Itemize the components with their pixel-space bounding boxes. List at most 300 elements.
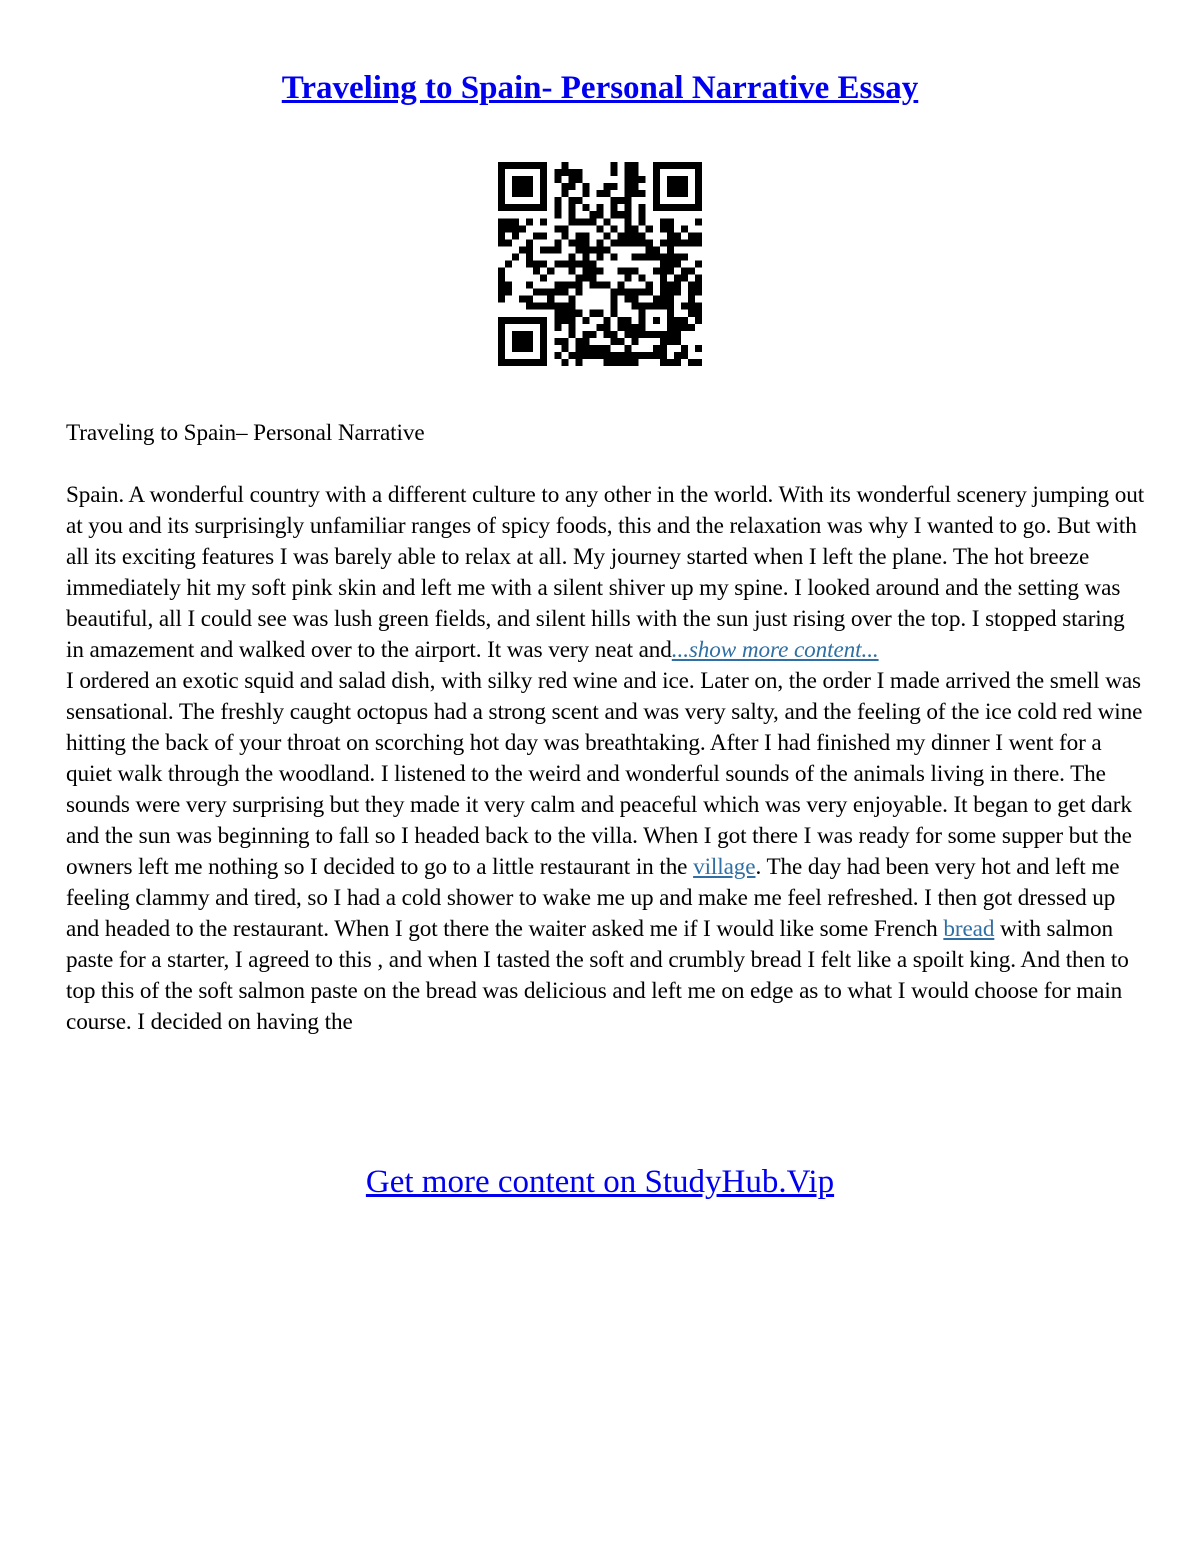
qr-module — [604, 324, 611, 331]
qr-module — [660, 239, 667, 246]
qr-module — [625, 296, 632, 303]
qr-module — [575, 169, 582, 176]
qr-module — [688, 303, 695, 310]
qr-module — [625, 211, 632, 218]
qr-module — [646, 289, 653, 296]
qr-module — [519, 331, 526, 338]
qr-module — [660, 162, 667, 169]
qr-module — [681, 183, 688, 190]
qr-module — [498, 317, 505, 324]
qr-module — [568, 268, 575, 275]
qr-module — [533, 162, 540, 169]
qr-module — [618, 282, 625, 289]
qr-module — [604, 183, 611, 190]
qr-module — [604, 232, 611, 239]
qr-module — [540, 303, 547, 310]
qr-module — [519, 176, 526, 183]
qr-module — [695, 169, 702, 176]
qr-module — [632, 232, 639, 239]
qr-module — [554, 246, 561, 253]
qr-module — [674, 232, 681, 239]
qr-module — [625, 183, 632, 190]
qr-module — [519, 225, 526, 232]
qr-module — [526, 218, 533, 225]
qr-module — [561, 345, 568, 352]
qr-module — [611, 211, 618, 218]
qr-module — [568, 317, 575, 324]
qr-module — [498, 218, 505, 225]
qr-module — [618, 352, 625, 359]
qr-module — [653, 303, 660, 310]
qr-module — [639, 289, 646, 296]
qr-module — [526, 338, 533, 345]
qr-module — [653, 317, 660, 324]
qr-module — [561, 317, 568, 324]
qr-module — [604, 190, 611, 197]
qr-module — [695, 218, 702, 225]
qr-module — [625, 176, 632, 183]
qr-module — [519, 359, 526, 366]
qr-module — [519, 317, 526, 324]
qr-module — [611, 338, 618, 345]
bread-link[interactable]: bread — [943, 916, 995, 942]
qr-module — [674, 260, 681, 267]
qr-module — [561, 359, 568, 366]
qr-module — [575, 260, 582, 267]
qr-module — [604, 345, 611, 352]
qr-module — [604, 218, 611, 225]
qr-module — [653, 331, 660, 338]
qr-module — [660, 296, 667, 303]
qr-module — [505, 289, 512, 296]
qr-module — [653, 169, 660, 176]
qr-module — [653, 204, 660, 211]
qr-module — [526, 296, 533, 303]
qr-module — [639, 275, 646, 282]
qr-module — [667, 296, 674, 303]
paragraph-1 — [66, 480, 1146, 666]
qr-module — [625, 289, 632, 296]
qr-module — [695, 204, 702, 211]
qr-module — [625, 204, 632, 211]
qr-module — [660, 338, 667, 345]
qr-module — [625, 225, 632, 232]
qr-module — [540, 246, 547, 253]
qr-module — [512, 253, 519, 260]
qr-module — [519, 338, 526, 345]
qr-code-icon — [498, 162, 702, 366]
document-title-link[interactable]: Traveling to Spain- Personal Narrative Essay — [281, 70, 919, 106]
qr-module — [688, 232, 695, 239]
qr-module — [575, 232, 582, 239]
qr-module — [695, 260, 702, 267]
qr-module — [618, 317, 625, 324]
qr-module — [632, 225, 639, 232]
qr-module — [561, 260, 568, 267]
qr-module — [688, 239, 695, 246]
qr-module — [596, 352, 603, 359]
qr-module — [667, 282, 674, 289]
qr-module — [582, 253, 589, 260]
qr-module — [540, 169, 547, 176]
qr-module — [674, 162, 681, 169]
qr-module — [625, 218, 632, 225]
qr-module — [618, 289, 625, 296]
qr-module — [526, 260, 533, 267]
qr-module — [674, 324, 681, 331]
qr-module — [561, 303, 568, 310]
qr-module — [526, 359, 533, 366]
qr-module — [498, 204, 505, 211]
qr-module — [498, 275, 505, 282]
qr-module — [618, 239, 625, 246]
qr-module — [681, 352, 688, 359]
qr-module — [695, 197, 702, 204]
qr-module — [639, 218, 646, 225]
qr-module — [625, 275, 632, 282]
qr-module — [498, 331, 505, 338]
paragraph-1-text: Spain. A wonderful country with a different culture to any other in the world. With its wonderful scenery jumping out at you and its surprisingly unfamiliar ranges of spicy foods, this and the relaxation was why I wanted to go. But with all its exciting features I was barely able to relax at all. My journey started when I left the plane. The hot breeze immediately hit my soft pink skin and left me with a silent shiver up my spine. I looked around and the setting was beautiful, all I could see was lush green fields, and silent hills with the sun just rising over the top. I stopped staring in amazement and walked over to the airport. It was very neat and — [66, 482, 1145, 663]
footer-link[interactable]: Get more content on StudyHub.Vip — [365, 1164, 835, 1200]
qr-module — [681, 303, 688, 310]
qr-module — [596, 211, 603, 218]
qr-module — [632, 296, 639, 303]
qr-module — [660, 331, 667, 338]
qr-module — [512, 225, 519, 232]
qr-module — [568, 310, 575, 317]
qr-module — [540, 183, 547, 190]
qr-module — [674, 253, 681, 260]
qr-module — [540, 176, 547, 183]
qr-module — [589, 282, 596, 289]
qr-module — [660, 303, 667, 310]
qr-module — [625, 162, 632, 169]
qr-module — [646, 253, 653, 260]
qr-module — [681, 190, 688, 197]
qr-module — [554, 225, 561, 232]
qr-module — [639, 331, 646, 338]
qr-module — [526, 162, 533, 169]
qr-module — [611, 162, 618, 169]
qr-module — [547, 303, 554, 310]
qr-module — [582, 338, 589, 345]
qr-module — [554, 352, 561, 359]
qr-module — [667, 204, 674, 211]
qr-module — [632, 190, 639, 197]
qr-module — [667, 218, 674, 225]
qr-module — [646, 239, 653, 246]
qr-module — [604, 282, 611, 289]
qr-module — [554, 282, 561, 289]
qr-module — [582, 317, 589, 324]
qr-module — [519, 246, 526, 253]
qr-module — [667, 162, 674, 169]
qr-module — [582, 239, 589, 246]
qr-module — [632, 162, 639, 169]
qr-module — [498, 176, 505, 183]
qr-module — [667, 324, 674, 331]
qr-module — [582, 275, 589, 282]
qr-module — [618, 324, 625, 331]
qr-module — [639, 239, 646, 246]
qr-module — [660, 275, 667, 282]
qr-module — [526, 282, 533, 289]
qr-module — [688, 282, 695, 289]
qr-module — [611, 289, 618, 296]
qr-module — [625, 317, 632, 324]
qr-module — [498, 268, 505, 275]
qr-module — [596, 253, 603, 260]
qr-module — [512, 317, 519, 324]
qr-module — [582, 204, 589, 211]
qr-module — [674, 190, 681, 197]
qr-module — [674, 183, 681, 190]
qr-module — [618, 338, 625, 345]
qr-module — [575, 352, 582, 359]
qr-module — [498, 197, 505, 204]
paragraph-2-text-a: I ordered an exotic squid and salad dish, with silky red wine and ice. Later on, the order I made arrived the smell was sensational. The freshly caught octopus had a strong scent and was very salty, and the feeling of the ice cold red wine hitting the back of your throat on scorching hot day was breathtaking. After I had finished my dinner I went for a quiet walk through the woodland. I listened to the weird and wonderful sounds of the animals living in there. The sounds were very surprising but they made it very calm and peaceful which was very enjoyable. It began to get dark and the sun was beginning to fall so I headed back to the villa. When I got there I was ready for some supper but the owners left me nothing so I decided to go to a little restaurant in the — [66, 668, 1143, 880]
qr-module — [695, 176, 702, 183]
qr-module — [674, 289, 681, 296]
qr-module — [667, 268, 674, 275]
qr-module — [674, 239, 681, 246]
qr-module — [667, 359, 674, 366]
qr-module — [540, 345, 547, 352]
qr-module — [512, 338, 519, 345]
qr-module — [575, 338, 582, 345]
show-more-link[interactable]: ...show more content... — [671, 637, 879, 663]
qr-module — [575, 359, 582, 366]
qr-module — [639, 190, 646, 197]
qr-module — [568, 211, 575, 218]
qr-module — [660, 268, 667, 275]
qr-module — [519, 345, 526, 352]
qr-module — [674, 331, 681, 338]
qr-module — [596, 246, 603, 253]
qr-module — [632, 359, 639, 366]
qr-module — [611, 183, 618, 190]
qr-module — [533, 268, 540, 275]
qr-module — [498, 289, 505, 296]
paragraph-2-text-b: . The day had been very hot and left me feeling clammy and tired, so I had a cold shower to wake me up and make me feel refreshed. I then got dressed up and headed to the restaurant. When I got there the waiter asked me if I would like some French — [66, 854, 1120, 942]
qr-module — [646, 303, 653, 310]
qr-module — [639, 211, 646, 218]
qr-module — [575, 218, 582, 225]
qr-module — [674, 204, 681, 211]
qr-module — [681, 345, 688, 352]
qr-module — [589, 331, 596, 338]
qr-module — [611, 239, 618, 246]
qr-module — [498, 296, 505, 303]
qr-module — [526, 345, 533, 352]
qr-module — [639, 303, 646, 310]
qr-module — [512, 218, 519, 225]
qr-module — [582, 260, 589, 267]
qr-module — [681, 225, 688, 232]
qr-module — [498, 239, 505, 246]
qr-module — [667, 225, 674, 232]
qr-module — [625, 190, 632, 197]
qr-module — [674, 275, 681, 282]
qr-module — [674, 282, 681, 289]
qr-module — [653, 296, 660, 303]
qr-module — [632, 331, 639, 338]
qr-module — [660, 204, 667, 211]
qr-module — [582, 190, 589, 197]
qr-module — [526, 253, 533, 260]
qr-module — [519, 162, 526, 169]
qr-module — [519, 190, 526, 197]
qr-module — [575, 239, 582, 246]
qr-module — [604, 359, 611, 366]
qr-module — [505, 282, 512, 289]
qr-module — [505, 359, 512, 366]
qr-module — [625, 331, 632, 338]
qr-module — [632, 303, 639, 310]
qr-module — [526, 331, 533, 338]
qr-module — [618, 359, 625, 366]
qr-module — [554, 211, 561, 218]
qr-module — [660, 345, 667, 352]
qr-module — [660, 225, 667, 232]
qr-module — [688, 359, 695, 366]
qr-module — [575, 310, 582, 317]
qr-module — [681, 176, 688, 183]
footer — [0, 1160, 1200, 1204]
qr-module — [533, 289, 540, 296]
qr-module — [498, 232, 505, 239]
qr-module — [632, 176, 639, 183]
qr-module — [540, 275, 547, 282]
qr-module — [561, 183, 568, 190]
qr-module — [561, 282, 568, 289]
qr-module — [554, 303, 561, 310]
qr-module — [596, 345, 603, 352]
qr-module — [519, 183, 526, 190]
qr-module — [646, 246, 653, 253]
qr-module — [589, 211, 596, 218]
qr-module — [589, 310, 596, 317]
qr-module — [604, 331, 611, 338]
qr-module — [632, 338, 639, 345]
qr-module — [582, 246, 589, 253]
qr-module — [674, 359, 681, 366]
qr-module — [512, 345, 519, 352]
village-link[interactable]: village — [693, 854, 756, 880]
qr-module — [582, 218, 589, 225]
qr-module — [695, 162, 702, 169]
qr-module — [625, 359, 632, 366]
qr-module — [554, 317, 561, 324]
qr-module — [674, 352, 681, 359]
qr-module — [681, 275, 688, 282]
qr-module — [540, 218, 547, 225]
qr-module — [695, 239, 702, 246]
qr-module — [589, 268, 596, 275]
qr-module — [561, 162, 568, 169]
qr-module — [498, 183, 505, 190]
qr-module — [540, 331, 547, 338]
qr-module — [540, 162, 547, 169]
qr-module — [639, 310, 646, 317]
qr-module — [611, 359, 618, 366]
qr-module — [561, 289, 568, 296]
qr-module — [540, 338, 547, 345]
qr-module — [568, 183, 575, 190]
qr-module — [554, 324, 561, 331]
qr-module — [547, 289, 554, 296]
qr-module — [568, 253, 575, 260]
qr-module — [505, 260, 512, 267]
qr-module — [646, 331, 653, 338]
qr-module — [526, 183, 533, 190]
qr-module — [498, 352, 505, 359]
qr-module — [695, 310, 702, 317]
qr-module — [561, 338, 568, 345]
qr-module — [674, 317, 681, 324]
qr-module — [582, 232, 589, 239]
qr-module — [533, 303, 540, 310]
qr-module — [618, 232, 625, 239]
qr-module — [589, 246, 596, 253]
qr-module — [533, 204, 540, 211]
qr-module — [667, 338, 674, 345]
qr-module — [646, 352, 653, 359]
qr-module — [568, 331, 575, 338]
qr-module — [526, 176, 533, 183]
qr-module — [554, 289, 561, 296]
qr-module — [582, 345, 589, 352]
qr-module — [611, 296, 618, 303]
qr-module — [660, 289, 667, 296]
qr-module — [611, 169, 618, 176]
qr-module — [625, 169, 632, 176]
qr-module — [582, 183, 589, 190]
qr-module — [568, 176, 575, 183]
qr-module — [681, 268, 688, 275]
qr-module — [667, 303, 674, 310]
qr-module — [639, 352, 646, 359]
qr-module — [674, 338, 681, 345]
qr-module — [639, 204, 646, 211]
qr-module — [512, 162, 519, 169]
qr-module — [575, 345, 582, 352]
qr-module — [618, 211, 625, 218]
qr-module — [611, 303, 618, 310]
qr-module — [568, 296, 575, 303]
qr-module — [688, 324, 695, 331]
qr-module — [561, 169, 568, 176]
qr-module — [632, 352, 639, 359]
qr-module — [547, 246, 554, 253]
qr-module — [660, 359, 667, 366]
qr-module — [554, 204, 561, 211]
qr-module — [498, 345, 505, 352]
qr-module — [604, 246, 611, 253]
qr-module — [540, 289, 547, 296]
paragraph-2 — [66, 666, 1146, 1038]
qr-module — [568, 204, 575, 211]
qr-module — [695, 282, 702, 289]
qr-module — [596, 190, 603, 197]
qr-module — [533, 232, 540, 239]
qr-module — [498, 169, 505, 176]
qr-module — [512, 183, 519, 190]
qr-module — [618, 268, 625, 275]
qr-module — [575, 246, 582, 253]
qr-module — [653, 246, 660, 253]
qr-module — [540, 324, 547, 331]
